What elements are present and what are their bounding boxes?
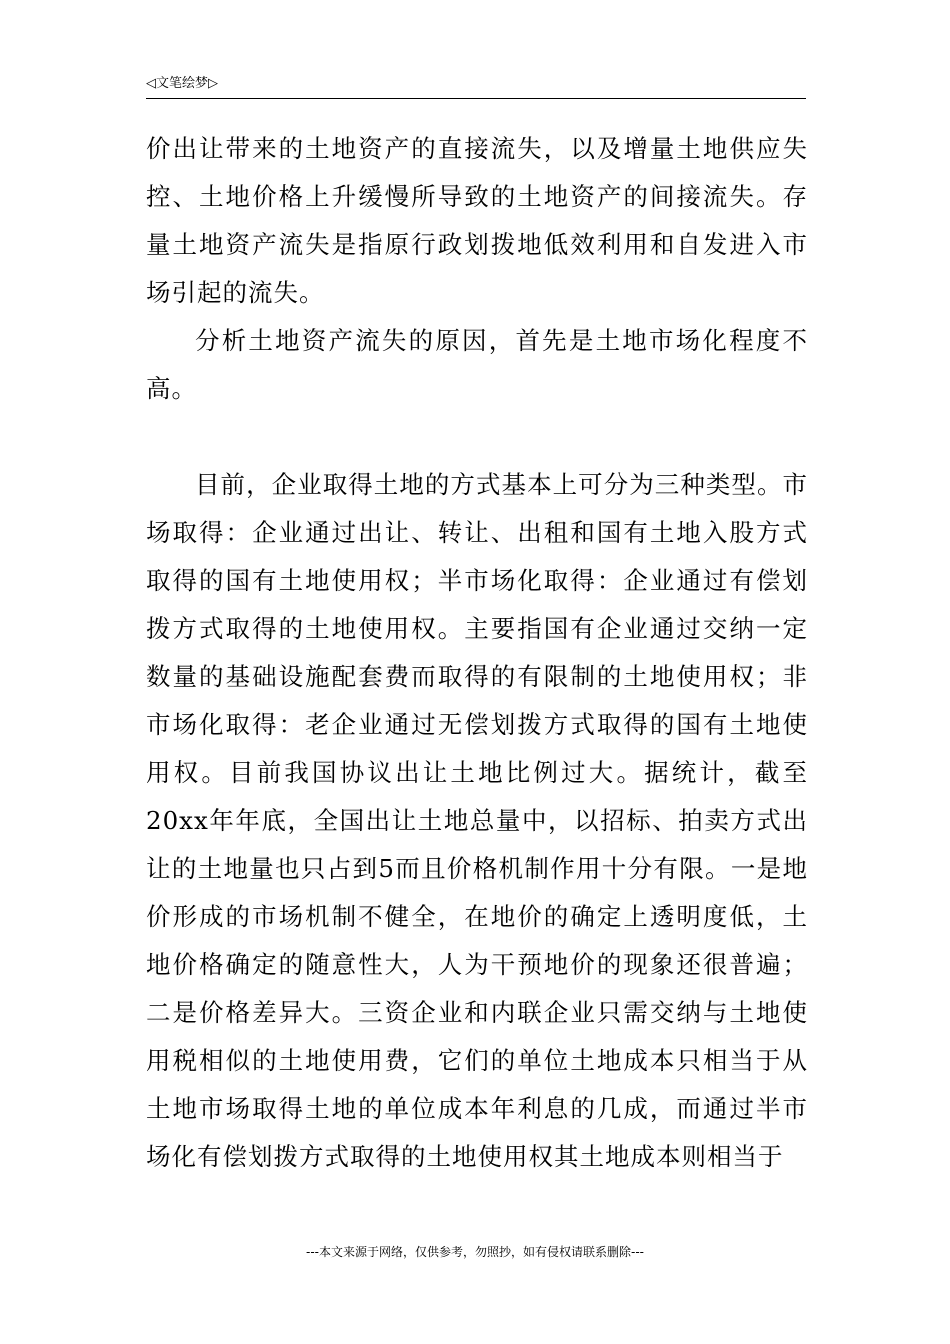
header-title: ◁文笔绘梦▷ — [146, 76, 218, 91]
paragraph-cause: 分析土地资产流失的原因，首先是土地市场化程度不高。 — [146, 326, 808, 403]
page-header — [146, 74, 806, 99]
paragraph-land-acquisition: 目前，企业取得土地的方式基本上可分为三种类型。市场取得：企业通过出让、转让、出租和国有土地入股方式取得的国有土地使用权；半市场化取得：企业通过有偿划拨方式取得的土地使用权。主要指国有企业通过交纳一定数量的基础设施配套费而取得的有限制的土地使用权；非市场化取得：老企业通过无偿划拨方式取得的国有土地使用权。目前我国协议出让土地比例过大。据统计，截至20xx年年底，全国出让土地总量中，以招标、拍卖方式出让的土地量也只占到5而且价格机制作用十分有限。一是地价形成的市场机制不健全，在地价的确定上透明度低，土地价格确定的随意性大，人为干预地价的现象还很普遍；二是价格差异大。三资企业和内联企业只需交纳与土地使用税相似的土地使用费，它们的单位土地成本只相当于从土地市场取得土地的单位成本年利息的几成，而通过半市场化有偿划拨方式取得的土地使用权其土地成本则相当于 — [146, 470, 808, 1171]
paragraph-gap — [146, 413, 808, 461]
paragraph-continuation: 价出让带来的土地资产的直接流失，以及增量土地供应失控、土地价格上升缓慢所导致的土地资产的间接流失。存量土地资产流失是指原行政划拨地低效利用和自发进入市场引起的流失。 — [146, 134, 808, 307]
page-footer: ---本文来源于网络，仅供参考，勿照抄，如有侵权请联系删除--- — [306, 1245, 644, 1259]
document-body — [146, 125, 808, 1181]
